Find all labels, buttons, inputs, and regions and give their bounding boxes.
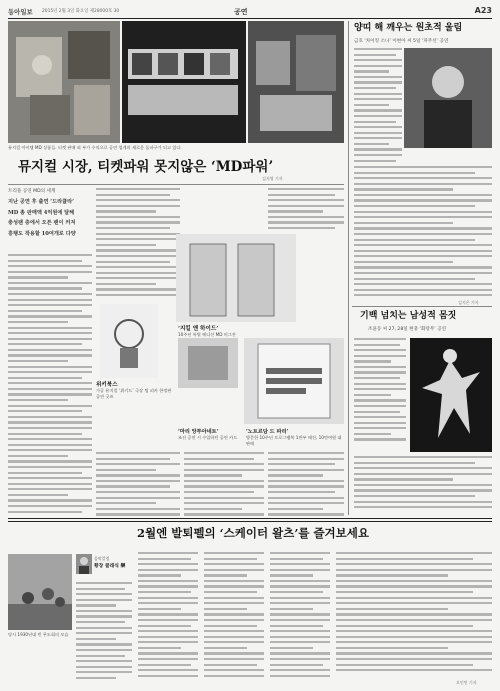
page-number: A23 xyxy=(474,6,492,15)
merch-display-image xyxy=(122,21,246,143)
product-title-1: 위키북스 xyxy=(96,382,118,388)
product-desc-2: 10주년 특별 에디션 MD 머그잔 xyxy=(178,332,236,337)
bottom-col-3 xyxy=(204,552,264,684)
deck-line-1: 지난 공연 후 출연 ‘드라큘라’ xyxy=(8,199,74,205)
bottom-photo-ball xyxy=(8,554,72,630)
product-title-2: ‘지킬 앤 하이드’ xyxy=(178,326,219,332)
merch-bag-image xyxy=(8,21,120,143)
product-label-1 xyxy=(96,380,176,406)
body-col-3 xyxy=(96,452,180,516)
deck-box xyxy=(8,188,92,248)
right-mid-rule xyxy=(352,306,492,307)
deck-line-2: MD 총 판매액 4억원에 달해 xyxy=(8,209,75,216)
deck-line-4: 흥행도 작용할 10여개로 다양 xyxy=(8,230,76,237)
dancer-image xyxy=(410,338,492,452)
performer-portrait-image xyxy=(404,48,492,148)
top-photo-shop xyxy=(248,21,344,143)
program-book-image xyxy=(244,338,344,424)
columnist-role: 음악칼럼 xyxy=(94,556,110,561)
right-top-photo xyxy=(404,48,492,148)
body-col-1 xyxy=(8,254,92,516)
top-photo-merch xyxy=(8,21,120,143)
body-col-6 xyxy=(268,452,344,516)
right-mid-headline: 기백 넘치는 남성적 몸짓 xyxy=(360,311,457,321)
sub-label: 트리플 공연 MD의 세계 xyxy=(8,189,56,194)
bottom-rule-top xyxy=(8,518,492,519)
product-photo-2 xyxy=(176,234,296,322)
product-desc-1: 가공 뮤지컬 ‘위키드’ 극장 팀 피카 한정판 공연 굿즈 xyxy=(96,388,172,399)
bottom-col-1 xyxy=(76,582,132,684)
product-label-3 xyxy=(178,428,242,453)
product-label-2 xyxy=(178,324,298,338)
columnist-avatar xyxy=(76,554,92,574)
right-mid-photo xyxy=(410,338,492,452)
product-photo-3 xyxy=(178,338,238,388)
main-headline: 뮤지컬 시장, 티켓파워 못지않은 ‘MD파워’ xyxy=(18,159,274,175)
right-column-divider xyxy=(348,21,349,515)
columnist-face-icon xyxy=(76,554,92,574)
body-col-4 xyxy=(184,452,264,516)
card-box-image xyxy=(178,338,238,388)
bottom-byline: 오인민 기자 xyxy=(456,680,477,685)
bottom-photo-caption: 당시 1930년대 빈 무도회의 모습 xyxy=(8,632,69,637)
headline-rule xyxy=(8,184,344,185)
right-mid-deck: 조윤동 씨 27, 28일 현충 ‘화랑무’ 공연 xyxy=(368,327,447,332)
bottom-rule-2 xyxy=(8,521,492,522)
main-byline: 김지영 기자 xyxy=(262,176,283,181)
merch-shop-image xyxy=(248,21,344,143)
columnist-name: 황장 클래식 樂 xyxy=(94,563,126,569)
paper-name: 동아일보 xyxy=(8,8,33,16)
right-top-deck: 금호 ‘차이킹 소나’ 이현아 씨 5일 ‘파주선’ 공연 xyxy=(354,39,449,44)
right-mid-body-a xyxy=(354,338,406,448)
right-top-headline: 양띠 해 깨우는 원초적 울림 xyxy=(354,23,463,33)
keychain-image xyxy=(100,304,158,378)
mug-image xyxy=(176,234,296,322)
product-photo-1 xyxy=(100,304,158,378)
bottom-col-5 xyxy=(336,552,492,676)
masthead xyxy=(8,4,492,18)
top-photo-caption: 뮤지컬 아이템 MD 상품들. 티켓 판매 외 부가 수익으로 공연 업계의 새로운 돌파구가 되고 있다. xyxy=(8,145,182,150)
product-desc-4: 방문한 10주년 프로그램북 1만부 매진, 10만여원 대 판매 xyxy=(246,435,342,446)
right-top-body-a xyxy=(354,48,402,166)
right-top-byline: 김지은 기자 xyxy=(458,300,479,305)
bottom-col-2 xyxy=(138,552,198,684)
deck-line-3: 충성팬 층에서 오픈 팬이 커져 xyxy=(8,220,76,226)
masthead-rule xyxy=(8,18,492,19)
product-photo-4 xyxy=(244,338,344,424)
product-title-4: ‘노트르담 드 파리’ xyxy=(246,429,289,435)
bottom-headline: 2월엔 발퇴펠의 ‘스케이터 왈츠’를 즐겨보세요 xyxy=(137,526,369,540)
right-mid-body-b xyxy=(354,456,492,516)
ballroom-image xyxy=(8,554,72,630)
product-label-4 xyxy=(246,428,346,453)
section-name: 공연 xyxy=(234,8,248,16)
product-title-3: ‘마리 앙투아네트’ xyxy=(178,429,219,435)
date-line: 2015년 2월 3일 화요일 제28000호 30 xyxy=(42,9,120,14)
bottom-col-4 xyxy=(270,552,330,684)
product-desc-3: 조선 공연 시 수입하던 공연 카드 xyxy=(178,435,238,440)
right-top-body-b xyxy=(354,166,492,300)
body-col-5 xyxy=(268,188,344,234)
top-photo-display xyxy=(122,21,246,143)
